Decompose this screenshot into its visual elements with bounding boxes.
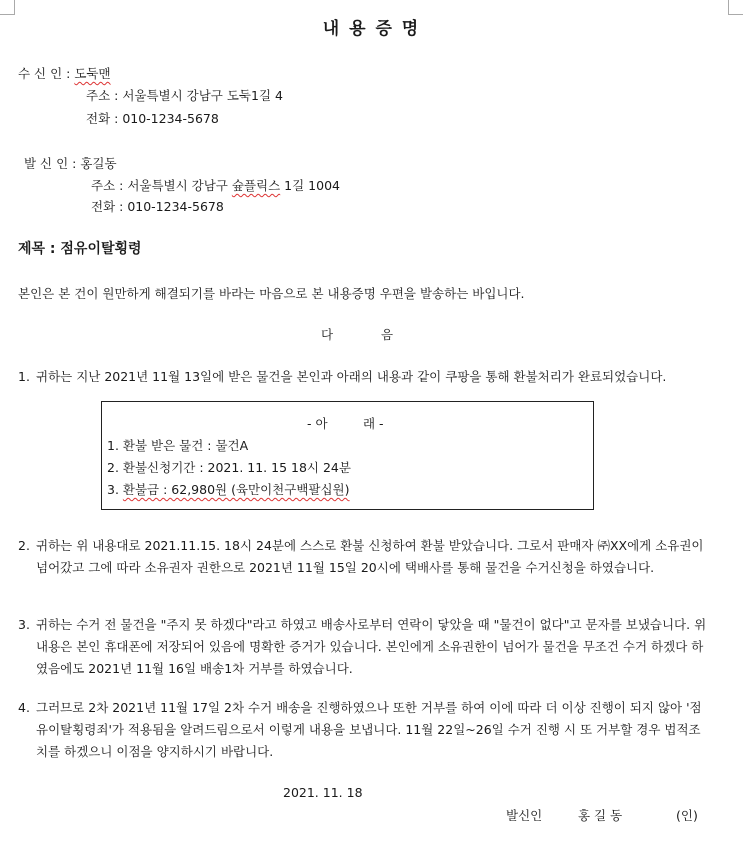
recipient-phone <box>86 109 219 127</box>
page-corner-mark-left <box>0 0 15 15</box>
da-label: 다 <box>321 327 334 342</box>
sender-address <box>91 176 340 194</box>
item-4 <box>18 697 708 763</box>
item-2 <box>18 535 708 579</box>
sender-line <box>24 154 117 172</box>
eum-label: 음 <box>381 327 394 342</box>
box-line-3-pre: 3. <box>107 482 123 497</box>
sender-address-post: 1길 1004 <box>280 178 340 193</box>
item-3-text: 귀하는 수거 전 물건을 "주지 못 하겠다"라고 하였고 배송사로부터 연락이 닿았을 때 "물건이 없다"고 문자를 보냈습니다. 위 내용은 본인 휴대폰에 저장되어 있음에 명확한 증거가 있습니다. 본인에게 소유권한이 넘어가 물건을 무조건 수거 하겠다 하였음에도 2021년 11월 16일 배송1차 거부를 하였습니다. <box>36 617 707 676</box>
recipient-line <box>18 64 111 82</box>
recipient-phone-label: 전화 : <box>86 111 123 126</box>
recipient-name: 도둑맨 <box>74 66 111 81</box>
subject-heading: 제목 : 점유이탈횡령 <box>18 241 142 257</box>
item-2-text: 귀하는 위 내용대로 2021.11.15. 18시 24분에 스스로 환불 신청하여 환불 받았습니다. 그로서 판매자 ㈜XX에게 소유권이 넘어갔고 그에 따라 소유권자 권한으로 2021년 11월 15일 20시에 택배사를 통해 물건을 수거신청을 하였습니다. <box>36 538 704 575</box>
sender-address-wavy: 슢플릭스 <box>231 178 281 193</box>
box-heading-a: - 아 <box>307 416 328 431</box>
sender-phone-label: 전화 : <box>91 199 128 214</box>
sender-phone-value: 010-1234-5678 <box>127 199 224 214</box>
sender-label: 발 신 인 : <box>24 156 81 171</box>
item-3 <box>18 614 708 680</box>
signature-label: 발신인 <box>506 808 543 823</box>
item-1-text: 귀하는 지난 2021년 11월 13일에 받은 물건을 본인과 아래의 내용과 같이 쿠팡을 통해 환불처리가 완료되었습니다. <box>36 369 667 384</box>
document-date: 2021. 11. 18 <box>283 785 363 800</box>
item-4-text: 그러므로 2차 2021년 11월 17일 2차 수거 배송을 진행하였으나 또한 거부를 하여 이에 따라 더 이상 진행이 되지 않아 '점유이탈횡령죄'가 적용됨을 알려드림으로서 이렇게 내용을 보냅니다. 11월 22일~26일 수거 진행 시 또 거부할 경우 법적조치를 하겠으니 이점을 양지하시기 바랍니다. <box>36 700 702 759</box>
recipient-phone-value: 010-1234-5678 <box>122 111 219 126</box>
recipient-label: 수 신 인 : <box>18 66 75 81</box>
box-heading-b: 래 - <box>363 416 384 431</box>
item-3-number: 3. <box>18 617 30 632</box>
box-line-2: 2. 환불신청기간 : 2021. 11. 15 18시 24분 <box>107 460 351 475</box>
document-title: 내 용 증 명 <box>322 19 421 39</box>
recipient-address-value: 서울특별시 강남구 도둑1길 4 <box>122 88 283 103</box>
sender-name: 홍길동 <box>80 156 117 171</box>
signature-seal: (인) <box>676 808 698 823</box>
item-2-number: 2. <box>18 538 30 553</box>
box-line-1: 1. 환불 받은 물건 : 물건A <box>107 438 249 453</box>
intro-text: 본인은 본 건이 원만하게 해결되기를 바라는 마음으로 본 내용증명 우편을 발송하는 바입니다. <box>18 286 525 301</box>
box-line-3-amount: 환불금 : 62,980원 (육만이천구백팔십원) <box>122 482 350 497</box>
recipient-address-label: 주소 : <box>86 88 123 103</box>
sender-address-pre: 서울특별시 강남구 <box>127 178 232 193</box>
item-4-number: 4. <box>18 700 30 715</box>
page-corner-mark-right <box>728 0 743 15</box>
item-1 <box>18 366 708 388</box>
details-box <box>101 401 594 510</box>
sender-phone <box>91 197 224 215</box>
box-line-3 <box>107 480 350 498</box>
item-1-number: 1. <box>18 369 30 384</box>
recipient-address <box>86 86 283 104</box>
sender-address-label: 주소 : <box>91 178 128 193</box>
signature-name: 홍 길 동 <box>578 808 623 823</box>
